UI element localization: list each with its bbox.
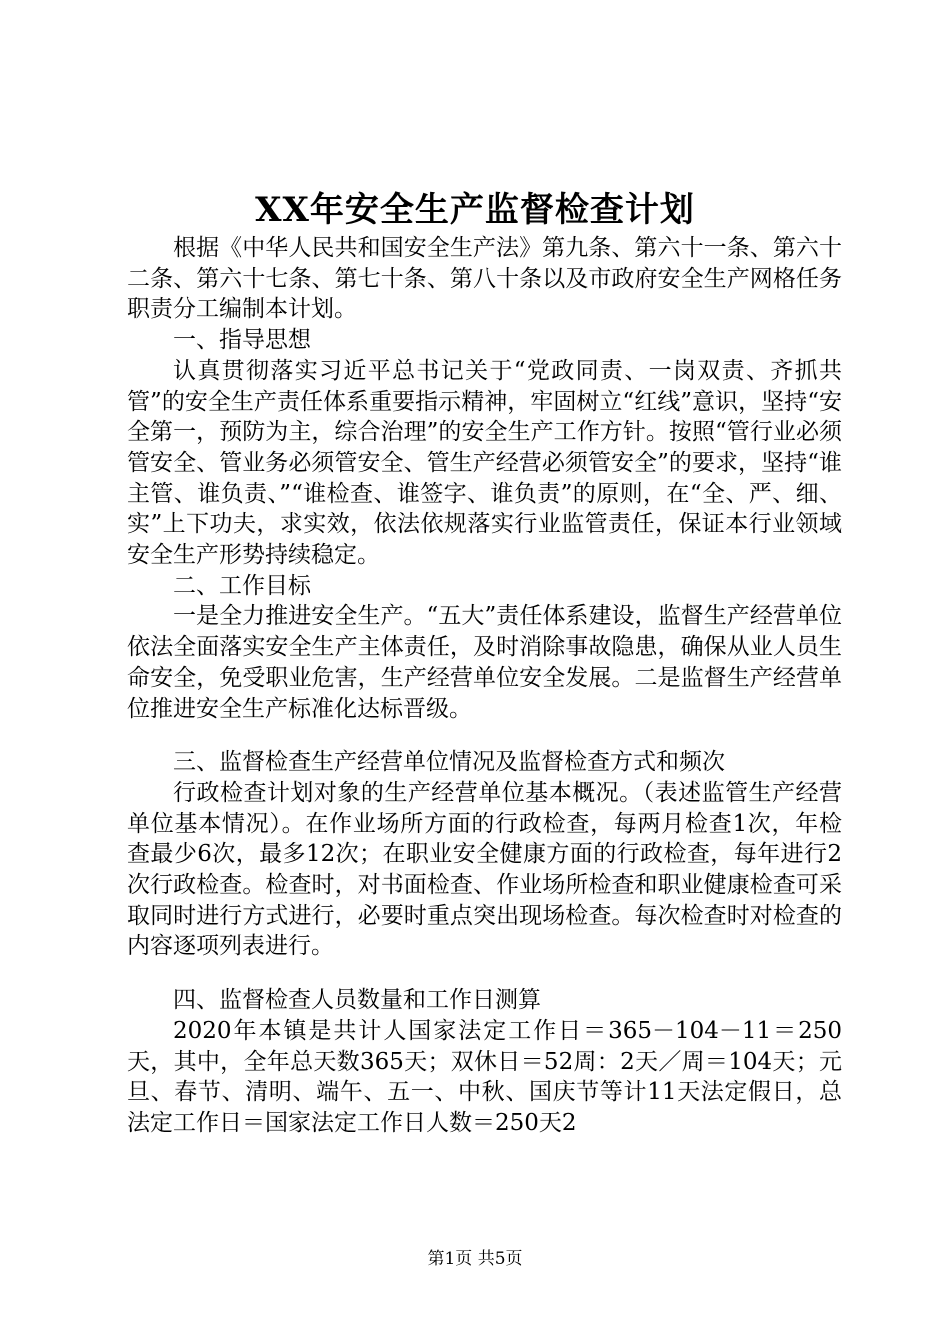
document-title: XX年安全生产监督检查计划 <box>255 190 695 230</box>
document-body <box>127 233 842 1139</box>
paragraph-work-goals: 一是全力推进安全生产。“五大”责任体系建设，监督生产经营单位依法全面落实安全生产主体责任，及时消除事故隐患，确保从业人员生命安全，免受职业危害，生产经营单位安全发展。二是监督生产经营单位推进安全生产标准化达标晋级。 <box>127 603 842 722</box>
paragraph-intro: 根据《中华人民共和国安全生产法》第九条、第六十一条、第六十二条、第六十七条、第七十条、第八十条以及市政府安全生产网格任务职责分工编制本计划。 <box>127 235 842 323</box>
heading-staff-calculation: 四、监督检查人员数量和工作日测算 <box>173 987 541 1014</box>
heading-guiding-ideology: 一、指导思想 <box>173 327 311 354</box>
heading-work-goals: 二、工作目标 <box>173 572 311 599</box>
heading-inspection-method: 三、监督检查生产经营单位情况及监督检查方式和频次 <box>173 749 725 776</box>
page-footer: 第1页 共5页 <box>427 1249 523 1269</box>
paragraph-staff-calculation: 2020年本镇是共计人国家法定工作日＝365－104－11＝250天，其中，全年总天数365天；双休日＝52周：2天／周＝104天；元旦、春节、清明、端午、五一、中秋、国庆节等计11天法定假日，总法定工作日＝国家法定工作日人数＝250天2 <box>127 1017 842 1136</box>
paragraph-inspection-method: 行政检查计划对象的生产经营单位基本概况。（表述监管生产经营单位基本情况）。在作业场所方面的行政检查，每两月检查1次，年检查最少6次，最多12次；在职业安全健康方面的行政检查，每年进行2次行政检查。检查时，对书面检查、作业场所检查和职业健康检查可采取同时进行方式进行，必要时重点突出现场检查。每次检查时对检查的内容逐项列表进行。 <box>127 779 842 960</box>
paragraph-guiding-ideology: 认真贯彻落实习近平总书记关于“党政同责、一岗双责、齐抓共管”的安全生产责任体系重要指示精神，牢固树立“红线”意识，坚持“安全第一，预防为主，综合治理”的安全生产工作方针。按照“管行业必须管安全、管业务必须管安全、管生产经营必须管安全”的要求，坚持“谁主管、谁负责、”“谁检查、谁签字、谁负责”的原则，在“全、严、细、实”上下功夫，求实效，依法依规落实行业监管责任，保证本行业领域安全生产形势持续稳定。 <box>127 357 842 569</box>
